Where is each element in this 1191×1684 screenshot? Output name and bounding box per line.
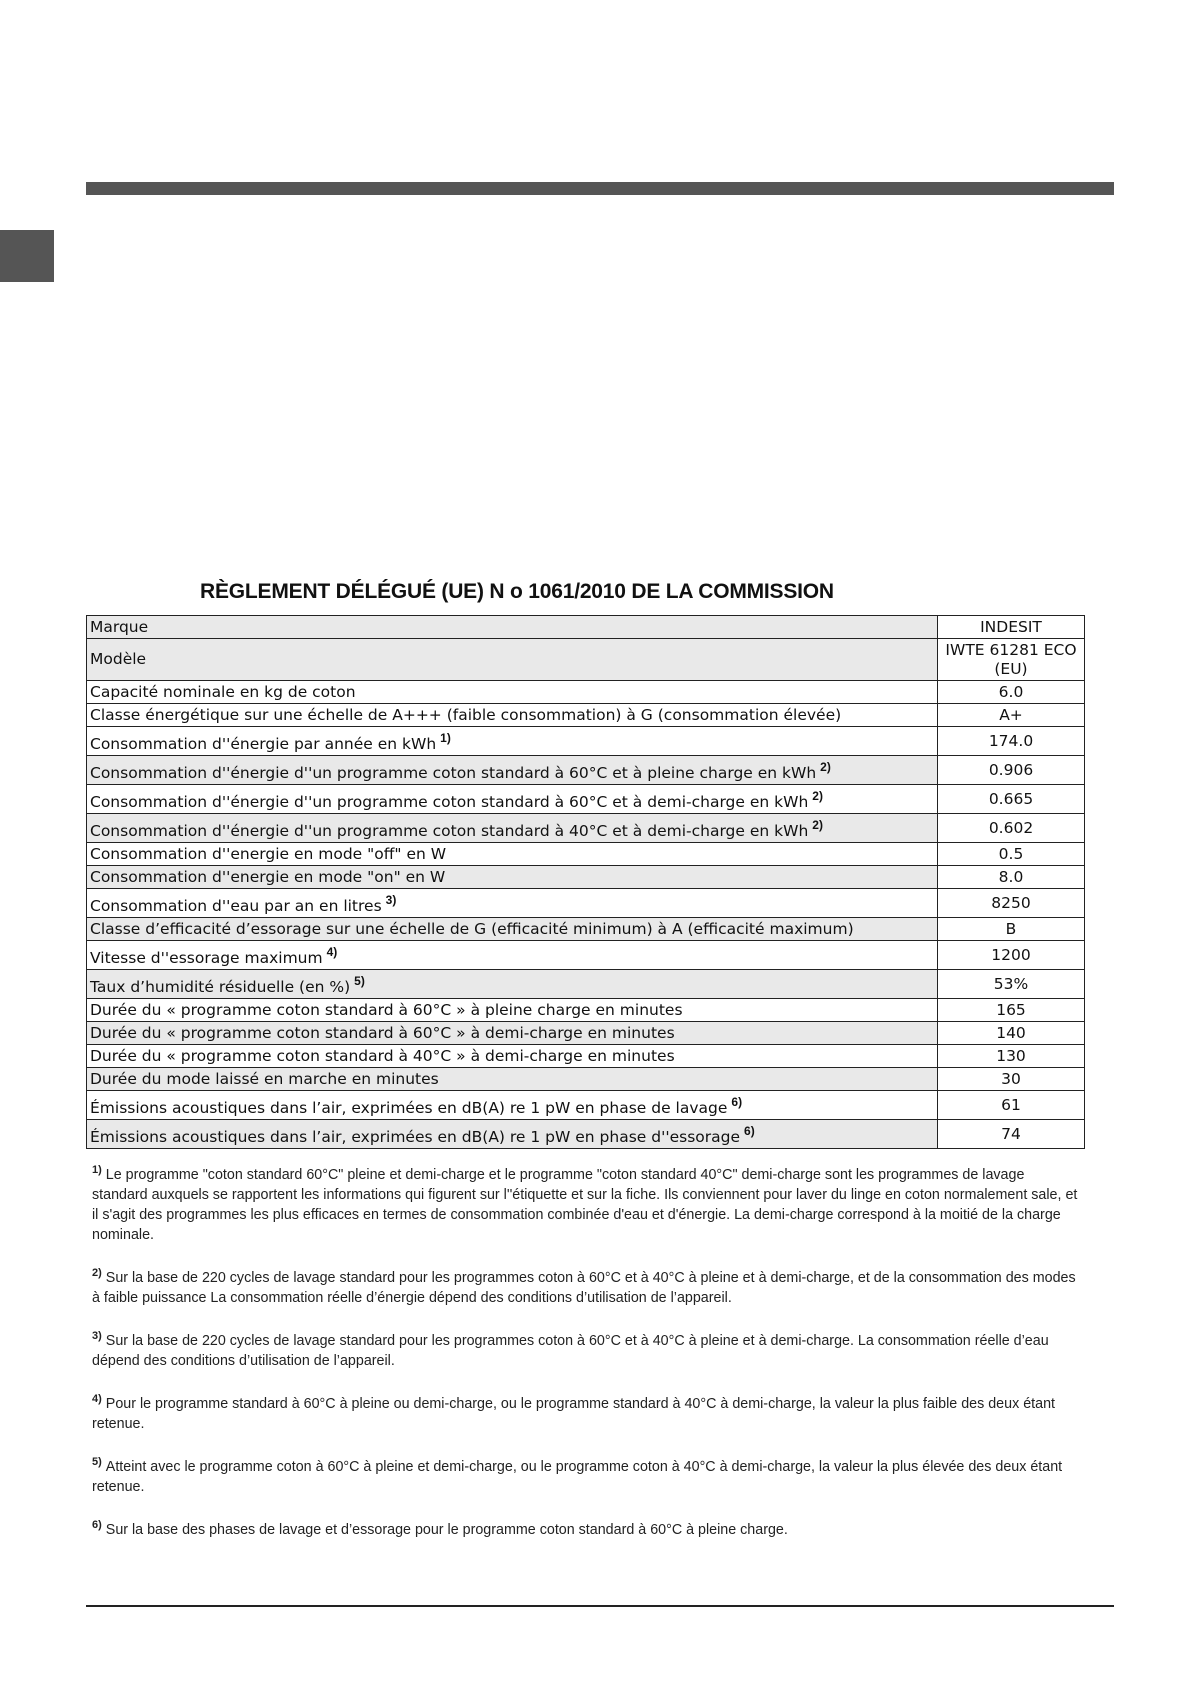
- table-row: [87, 1120, 1085, 1149]
- footnote-ref: 6): [744, 1123, 755, 1138]
- footnote-ref: 6): [731, 1094, 743, 1109]
- regulation-title: RÈGLEMENT DÉLÉGUÉ (UE) N o 1061/2010 DE LA COMMISSION: [200, 580, 834, 603]
- footnote-ref: 4): [326, 944, 338, 959]
- table-row: [87, 1068, 1085, 1091]
- row-label: Classe d’efficacité d’essorage sur une échelle de G (efficacité minimum) à A (efficacité maximum): [87, 918, 938, 941]
- row-value: 140: [938, 1022, 1085, 1045]
- row-label: Consommation d''energie en mode "on" en W: [87, 866, 938, 889]
- table-row: [87, 843, 1085, 866]
- row-label: Consommation d''énergie d''un programme coton standard à 40°C et à demi-charge en kWh $^{2)}$: [87, 814, 938, 843]
- row-label: Durée du mode laissé en marche en minutes: [87, 1068, 938, 1091]
- table-row: [87, 639, 1085, 681]
- footnote: [92, 1263, 1082, 1308]
- row-value: A+: [938, 704, 1085, 727]
- row-value: 0.5: [938, 843, 1085, 866]
- footnote-mark: 1): [92, 1164, 102, 1176]
- row-label: Consommation d''énergie d''un programme coton standard à 60°C et à pleine charge en kWh $^{2)}$: [87, 756, 938, 785]
- row-label: Durée du « programme coton standard à 40°C » à demi-charge en minutes: [87, 1045, 938, 1068]
- footnote-ref: 1): [440, 730, 451, 745]
- row-label: Consommation d''énergie par année en kWh $^{1)}$: [87, 727, 938, 756]
- footer-rule: [86, 1605, 1114, 1607]
- row-label: Consommation d''eau par an en litres $^{3)}$: [87, 889, 938, 918]
- footnote-mark: 5): [92, 1456, 102, 1468]
- product-fiche-table: [86, 615, 1085, 1149]
- footnotes: [92, 1160, 1082, 1558]
- table-row: [87, 616, 1085, 639]
- footnote-text: Pour le programme standard à 60°C à pleine ou demi-charge, ou le programme standard à 40°C à demi-charge, la valeur la plus faible des deux étant retenue.: [92, 1396, 1055, 1432]
- row-label: Classe énergétique sur une échelle de A+++ (faible consommation) à G (consommation élevée): [87, 704, 938, 727]
- row-value: 8250: [938, 889, 1085, 918]
- table-row: [87, 941, 1085, 970]
- row-value: INDESIT: [938, 616, 1085, 639]
- row-value: 1200: [938, 941, 1085, 970]
- table-row: [87, 704, 1085, 727]
- row-label: Capacité nominale en kg de coton: [87, 681, 938, 704]
- row-label: Consommation d''énergie d''un programme coton standard à 60°C et à demi-charge en kWh $^{2)}$: [87, 785, 938, 814]
- row-label: Vitesse d''essorage maximum $^{4)}$: [87, 941, 938, 970]
- row-value: 74: [938, 1120, 1085, 1149]
- table-row: [87, 1091, 1085, 1120]
- table-row: [87, 866, 1085, 889]
- row-label: Marque: [87, 616, 938, 639]
- table-row: [87, 756, 1085, 785]
- footnote-mark: 2): [92, 1267, 102, 1279]
- table-row: [87, 999, 1085, 1022]
- row-value: 0.665: [938, 785, 1085, 814]
- footnote: [92, 1326, 1082, 1371]
- row-value: 0.602: [938, 814, 1085, 843]
- row-value: 61: [938, 1091, 1085, 1120]
- table-row: [87, 681, 1085, 704]
- footnote-text: Le programme "coton standard 60°C" pleine et demi-charge et le programme "coton standard 40°C" demi-charge sont les programmes de lavage standard auxquels se rapportent les informations qui figurent sur l''étiquette et sur la fiche. Ils conviennent pour laver du linge en coton normalement sale, et il s'agit des programmes les plus efficaces en termes de consommation combinée d'eau et d'énergie. La demi-charge correspond à la moitié de la charge nominale.: [92, 1167, 1078, 1243]
- footnote-ref: 2): [820, 759, 831, 774]
- row-value: 165: [938, 999, 1085, 1022]
- table-row: [87, 727, 1085, 756]
- row-label: Modèle: [87, 639, 938, 681]
- table-row: [87, 1022, 1085, 1045]
- header-bar: [86, 182, 1114, 195]
- row-value: 174.0: [938, 727, 1085, 756]
- footnote-ref: 2): [812, 817, 823, 832]
- footnote: [92, 1389, 1082, 1434]
- footnote-text: Atteint avec le programme coton à 60°C à pleine et demi-charge, ou le programme coton à 40°C à demi-charge, la valeur la plus élevée des deux étant retenue.: [92, 1459, 1063, 1495]
- row-value: B: [938, 918, 1085, 941]
- footnote-text: Sur la base des phases de lavage et d’essorage pour le programme coton standard à 60°C à pleine charge.: [105, 1522, 788, 1538]
- footnote: [92, 1452, 1082, 1497]
- row-label: Durée du « programme coton standard à 60°C » à pleine charge en minutes: [87, 999, 938, 1022]
- table-row: [87, 918, 1085, 941]
- table-row: [87, 889, 1085, 918]
- row-value: 6.0: [938, 681, 1085, 704]
- row-label: Consommation d''energie en mode "off" en W: [87, 843, 938, 866]
- table-row: [87, 1045, 1085, 1068]
- row-label: Émissions acoustiques dans l’air, exprimées en dB(A) re 1 pW en phase de lavage $^{6)}$: [87, 1091, 938, 1120]
- footnote-text: Sur la base de 220 cycles de lavage standard pour les programmes coton à 60°C et à 40°C à pleine et à demi-charge, et de la consommation des modes à faible puissance La consommation réelle d’énergie dépend des conditions d’utilisation de l’appareil.: [92, 1270, 1076, 1306]
- footnote-ref: 5): [354, 973, 365, 988]
- table-row: [87, 785, 1085, 814]
- footnote-text: Sur la base de 220 cycles de lavage standard pour les programmes coton à 60°C et à 40°C à pleine et à demi-charge. La consommation réelle d’eau dépend des conditions d’utilisation de l’appareil.: [92, 1333, 1049, 1369]
- row-value: IWTE 61281 ECO (EU): [938, 639, 1085, 681]
- footnote-mark: 6): [92, 1519, 102, 1531]
- row-value: 30: [938, 1068, 1085, 1091]
- row-label: Émissions acoustiques dans l’air, exprimées en dB(A) re 1 pW en phase d''essorage $^{6)}$: [87, 1120, 938, 1149]
- row-value: 53%: [938, 970, 1085, 999]
- footnote-ref: 2): [812, 788, 823, 803]
- row-value: 130: [938, 1045, 1085, 1068]
- footnote: [92, 1160, 1082, 1245]
- footnote-ref: 3): [385, 892, 397, 907]
- table-row: [87, 814, 1085, 843]
- footnote-mark: 3): [92, 1330, 102, 1342]
- side-tab: [0, 230, 54, 282]
- table-row: [87, 970, 1085, 999]
- row-label: Durée du « programme coton standard à 60°C » à demi-charge en minutes: [87, 1022, 938, 1045]
- row-label: Taux d’humidité résiduelle (en %) $^{5)}$: [87, 970, 938, 999]
- row-value: 8.0: [938, 866, 1085, 889]
- row-value: 0.906: [938, 756, 1085, 785]
- footnote-mark: 4): [92, 1393, 102, 1405]
- footnote: [92, 1515, 1082, 1540]
